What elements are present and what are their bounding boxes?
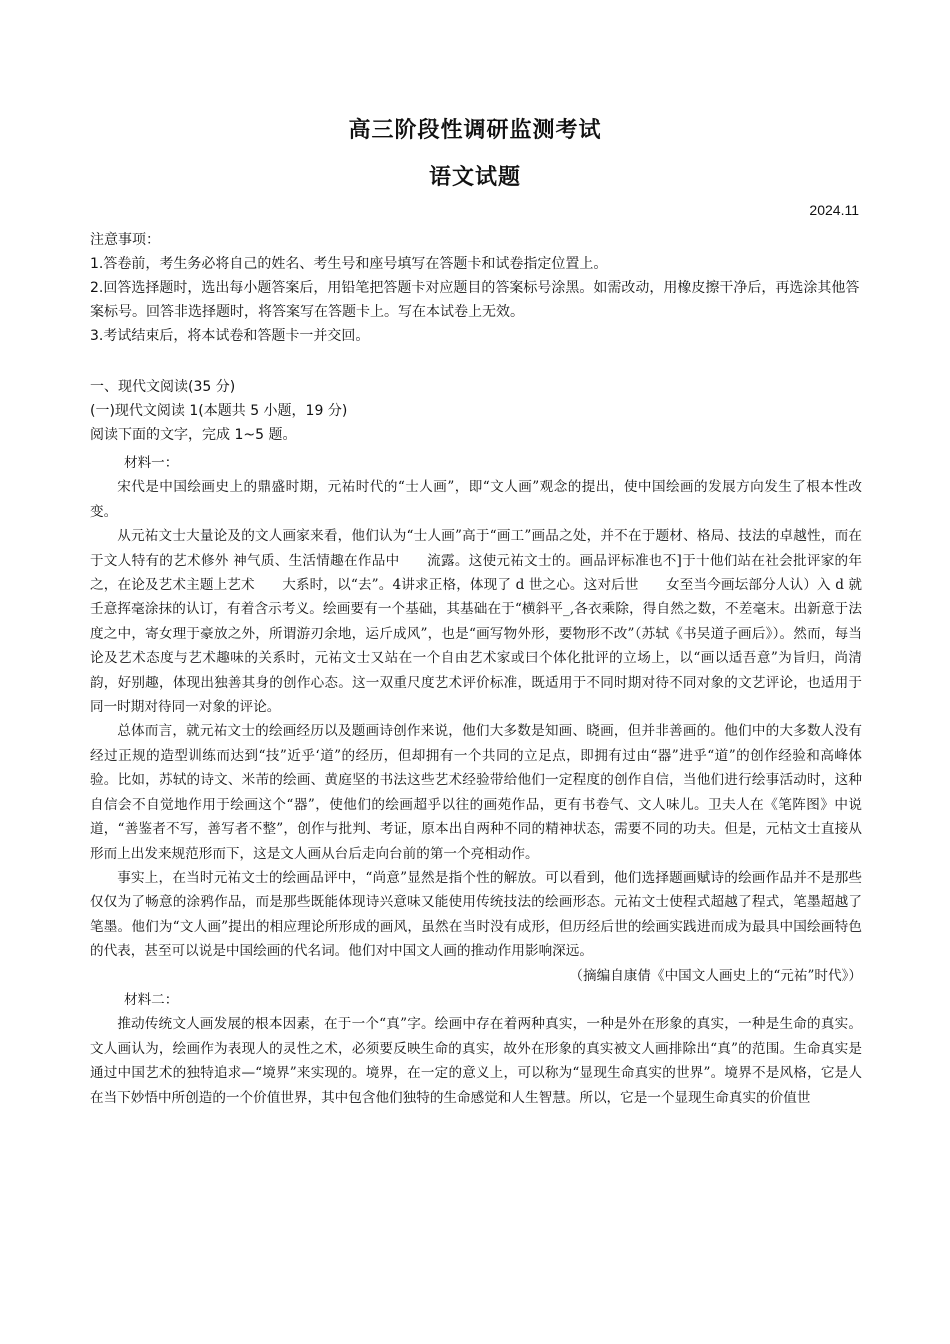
paragraph: 从元祐文士大量论及的文人画家来看，他们认为“士人画”高于“画工”画品之处，并不在于题材、格局、技法的卓越性，而在于文人特有的艺术修外 神气质、生活情趣在作品中 流露。这使元祐文士的。画品评标准也不]于十他们站在社会批评家的年之，在论及艺术主题上艺术 大系时，以“去”。4讲求正格，体现了 d 世之心。这对后世 女至当今画坛部分人认）入 d 就壬意挥毫涂抹的认订，有着含示考义。绘画要有一个基础，其基础在于“横斜平_,各衣乘除，得自然之数，不差毫末。出新意于法度之中，寄女理于豪放之外，所谓游刃余地，运斤成风”，也是“画写物外形，要物形不改”（苏轼《书吴道子画后》）。然而，每当论及艺术态度与艺术趣味的关系时，元祐文士又站在一个自由艺术家或曰个体化批评的立场上，以“画以适吾意”为旨归，尚清韵，好别趣，体现出独善其身的创作心态。这一双重尺度艺术评价标准，既适用于不同时期对待不同对象的文艺评论，也适用于同一时期对待同一对象的评论。: [90, 528, 862, 716]
reading-passage: [90, 451, 862, 1110]
material-label: 材料二：: [124, 991, 179, 1008]
notice-item: 1.答卷前，考生务必将自己的姓名、考生号和座号填写在答题卡和试卷指定位置上。: [90, 256, 608, 272]
section-heading-block: [90, 375, 862, 447]
notice-item: 3.考试结束后，将本试卷和答题卡一并交回。: [90, 328, 370, 344]
exam-title: 高三阶段性调研监测考试: [348, 118, 602, 143]
part-title: 一、现代文阅读(35 分): [90, 379, 236, 395]
notice-heading: 注意事项：: [90, 232, 160, 248]
paragraph: 事实上，在当时元祐文士的绘画品评中，“尚意”显然是指个性的解放。可以看到，他们选择题画赋诗的绘画作品并不是那些仅仅为了畅意的涂鸦作品，而是那些既能体现诗兴意味又能使用传统技法的绘画形态。元祐文士使程式超越了程式，笔墨超越了笔墨。他们为“文人画”提出的相应理论所形成的画风，虽然在当时没有成形，但历经后世的绘画实践进而成为最具中国绘画特色的代表，甚至可以说是中国绘画的代名词。他们对中国文人画的推动作用影响深远。: [90, 869, 862, 960]
paragraph: 宋代是中国绘画史上的鼎盛时期，元祐时代的“士人画”，即“文人画”观念的提出，使中国绘画的发展方向发生了根本性改变。: [90, 479, 862, 520]
source-citation: （摘编自康倩《中国文人画史上的“元祐”时代》）: [569, 967, 862, 984]
exam-subject: 语文试题: [428, 165, 521, 190]
notice-section: [90, 228, 862, 348]
notice-item: 2.回答选择题时，选出每小题答案后，用铅笔把答题卡对应题目的答案标号涂黑。如需改动，用橡皮擦干净后，再选涂其他答案标号。回答非选择题时，将答案写在答题卡上。写在本试卷上无效。: [90, 280, 860, 320]
sub-title: (一)现代文阅读 1(本题共 5 小题，19 分): [90, 403, 348, 419]
material-label: 材料一：: [124, 455, 179, 471]
exam-date: 2024.11: [809, 202, 859, 218]
reading-instruction: 阅读下面的文字，完成 1~5 题。: [90, 427, 297, 443]
paragraph: 推动传统文人画发展的根本因素，在于一个“真”字。绘画中存在着两种真实，一种是外在形象的真实，一种是生命的真实。文人画认为，绘画作为表现人的灵性之术，必须要反映生命的真实，故外在形象的真实被文人画排除出“真”的范围。生命真实是通过中国艺术的独特追求—“境界”来实现的。境界，在一定的意义上，可以称为“显现生命真实的世界”。境界不是风格，它是人在当下妙悟中所创造的一个价值世界，其中包含他们独特的生命感觉和人生智慧。所以，它是一个显现生命真实的价值世: [90, 1016, 862, 1106]
paragraph: 总体而言，就元祐文士的绘画经历以及题画诗创作来说，他们大多数是知画、晓画，但并非善画的。他们中的大多数人没有经过正规的造型训练而达到“技”近乎‘道”的经历，但却拥有一个共同的立足点，即拥有过由“器”进乎“道”的创作经验和高峰体验。比如，苏轼的诗文、米芾的绘画、黄庭坚的书法这些艺术经验带给他们一定程度的创作自信，当他们进行绘事活动时，这种自信会不自觉地作用于绘画这个“器”，使他们的绘画超乎以往的画苑作品，更有书卷气、文人味儿。卫夫人在《笔阵图》中说道，“善鉴者不写，善写者不整”，创作与批判、考证，原本出自两种不同的精神状态，需要不同的功夫。但是，元枯文士直接从形而上出发来规范形而下，这是文人画从台后走向台前的第一个亮相动作。: [90, 723, 862, 862]
